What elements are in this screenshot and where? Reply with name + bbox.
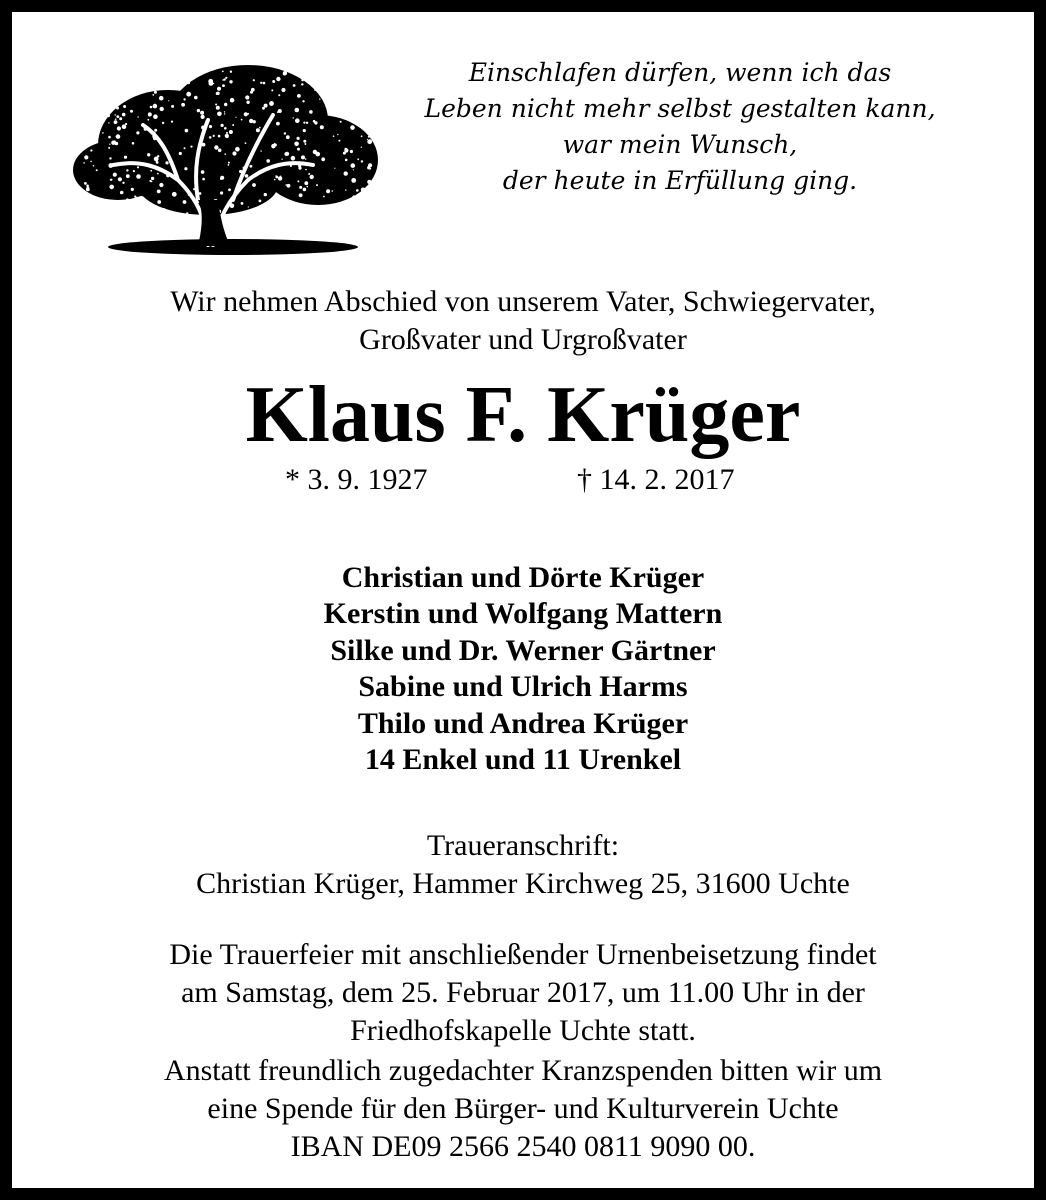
address-value: Christian Krüger, Hammer Kirchweg 25, 31600 Uchte <box>196 867 850 900</box>
ceremony-line: Die Trauerfeier mit anschließender Urnenbeisetzung findet <box>169 938 877 971</box>
memorial-quote <box>360 55 1000 199</box>
ceremony-line: Friedhofskapelle Uchte statt. <box>350 1014 696 1047</box>
donation-line: IBAN DE09 2566 2540 0811 9090 00. <box>290 1130 756 1163</box>
ceremony-line: am Samstag, dem 25. Februar 2017, um 11.00 Uhr in der <box>181 976 865 1009</box>
quote-line: war mein Wunsch, <box>562 130 798 159</box>
farewell-intro <box>40 283 1006 359</box>
mourners-list <box>40 560 1006 778</box>
mourner-entry: 14 Enkel und 11 Urenkel <box>364 743 682 777</box>
mourner-entry: Silke und Dr. Werner Gärtner <box>330 633 716 667</box>
mourner-entry: Thilo und Andrea Krüger <box>357 706 689 740</box>
donation-line: eine Spende für den Bürger- und Kulturverein Uchte <box>207 1092 839 1125</box>
mourning-address <box>40 827 1006 903</box>
quote-line: Einschlafen dürfen, wenn ich das <box>468 58 892 87</box>
quote-line: der heute in Erfüllung ging. <box>502 166 858 195</box>
tree-icon <box>58 50 388 270</box>
birth-date: * 3. 9. 1927 <box>285 463 428 496</box>
mourner-entry: Kerstin und Wolfgang Mattern <box>323 597 723 631</box>
intro-line: Großvater und Urgroßvater <box>359 323 687 356</box>
mourner-entry: Christian und Dörte Krüger <box>341 561 705 594</box>
intro-line: Wir nehmen Abschied von unserem Vater, Schwiegervater, <box>170 285 876 318</box>
deceased-name: Klaus F. Krüger <box>245 371 801 459</box>
ceremony-info <box>40 936 1006 1050</box>
donation-line: Anstatt freundlich zugedachter Kranzspenden bitten wir um <box>163 1054 883 1087</box>
quote-line: Leben nicht mehr selbst gestalten kann, <box>424 94 936 123</box>
mourner-entry: Sabine und Ulrich Harms <box>358 670 688 704</box>
death-date: † 14. 2. 2017 <box>577 463 735 496</box>
address-label: Traueranschrift: <box>426 829 620 862</box>
donation-request <box>40 1052 1006 1166</box>
